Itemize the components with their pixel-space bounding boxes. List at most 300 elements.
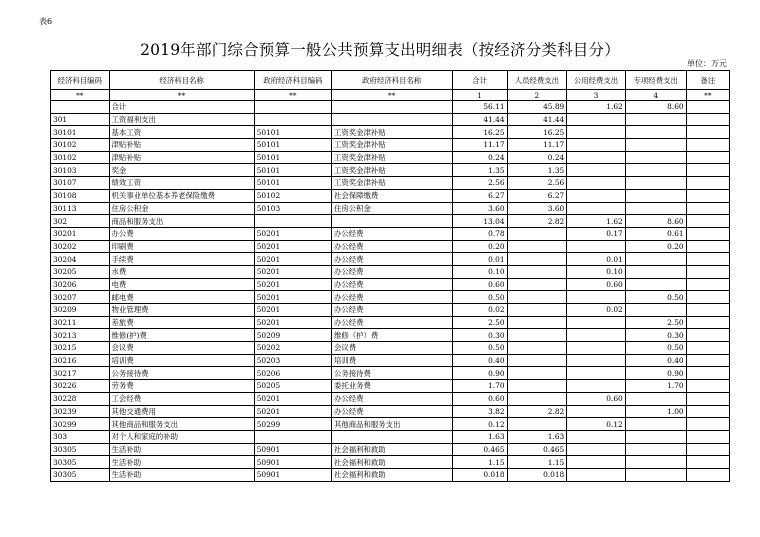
gov-name-cell: 办公经费 xyxy=(331,253,452,266)
gov-code-cell: 50102 xyxy=(254,189,331,202)
table-row xyxy=(51,304,730,317)
gov-name-cell: 办公经费 xyxy=(331,291,452,304)
total-cell: 2.56 xyxy=(452,177,507,190)
header-total: 合计 xyxy=(452,71,507,90)
gov-code-cell: 50201 xyxy=(254,392,331,405)
gov-name-cell: 社会福利和救助 xyxy=(331,443,452,456)
econ-code-cell: 30305 xyxy=(51,468,110,481)
econ-code-cell: 30102 xyxy=(51,139,110,152)
public-cell xyxy=(567,316,626,329)
total-cell: 16.25 xyxy=(452,126,507,139)
marker-cell: 1 xyxy=(452,90,507,101)
note-cell xyxy=(686,430,729,443)
public-cell: 0.60 xyxy=(567,392,626,405)
gov-code-cell: 50299 xyxy=(254,418,331,431)
note-cell xyxy=(686,177,729,190)
econ-name-cell: 商品和服务支出 xyxy=(109,215,254,228)
econ-name-cell: 津贴补贴 xyxy=(109,151,254,164)
gov-code-cell: 50103 xyxy=(254,202,331,215)
note-cell xyxy=(686,278,729,291)
total-cell: 0.78 xyxy=(452,227,507,240)
marker-cell: ** xyxy=(254,90,331,101)
gov-name-cell xyxy=(331,101,452,114)
gov-name-cell: 工资奖金津补贴 xyxy=(331,151,452,164)
gov-name-cell: 委托业务费 xyxy=(331,380,452,393)
gov-code-cell: 50901 xyxy=(254,456,331,469)
special-cell xyxy=(625,468,686,481)
note-cell xyxy=(686,354,729,367)
econ-code-cell: 30206 xyxy=(51,278,110,291)
total-cell: 0.90 xyxy=(452,367,507,380)
table-row xyxy=(51,380,730,393)
econ-code-cell: 302 xyxy=(51,215,110,228)
econ-code-cell: 30207 xyxy=(51,291,110,304)
total-cell: 0.02 xyxy=(452,304,507,317)
table-row xyxy=(51,177,730,190)
table-row xyxy=(51,367,730,380)
total-cell: 0.10 xyxy=(452,265,507,278)
personnel-cell xyxy=(507,240,567,253)
special-cell xyxy=(625,151,686,164)
note-cell xyxy=(686,392,729,405)
econ-code-cell: 30239 xyxy=(51,405,110,418)
special-cell xyxy=(625,456,686,469)
gov-name-cell: 住房公积金 xyxy=(331,202,452,215)
public-cell xyxy=(567,164,626,177)
gov-name-cell: 工资奖金津补贴 xyxy=(331,139,452,152)
econ-name-cell: 电费 xyxy=(109,278,254,291)
public-cell xyxy=(567,468,626,481)
econ-name-cell: 绩效工资 xyxy=(109,177,254,190)
special-cell xyxy=(625,139,686,152)
personnel-cell: 2.82 xyxy=(507,215,567,228)
total-cell: 56.11 xyxy=(452,101,507,114)
public-cell xyxy=(567,430,626,443)
special-cell xyxy=(625,430,686,443)
public-cell: 1.62 xyxy=(567,215,626,228)
note-cell xyxy=(686,456,729,469)
gov-name-cell: 办公经费 xyxy=(331,405,452,418)
special-cell xyxy=(625,189,686,202)
econ-name-cell: 奖金 xyxy=(109,164,254,177)
total-cell: 11.17 xyxy=(452,139,507,152)
econ-name-cell: 合计 xyxy=(109,101,254,114)
table-row xyxy=(51,443,730,456)
personnel-cell xyxy=(507,329,567,342)
personnel-cell: 41.44 xyxy=(507,113,567,126)
personnel-cell xyxy=(507,227,567,240)
gov-name-cell: 办公经费 xyxy=(331,240,452,253)
table-row xyxy=(51,392,730,405)
public-cell: 1.62 xyxy=(567,101,626,114)
econ-name-cell: 基本工资 xyxy=(109,126,254,139)
gov-name-cell: 办公经费 xyxy=(331,227,452,240)
total-cell: 0.60 xyxy=(452,278,507,291)
gov-code-cell: 50201 xyxy=(254,316,331,329)
gov-code-cell: 50101 xyxy=(254,151,331,164)
econ-name-cell: 会议费 xyxy=(109,342,254,355)
header-note: 备注 xyxy=(686,71,729,90)
page-title: 2019年部门综合预算一般公共预算支出明细表（按经济分类科目分） xyxy=(140,41,620,59)
gov-name-cell xyxy=(331,113,452,126)
econ-name-cell: 工资福利支出 xyxy=(109,113,254,126)
personnel-cell xyxy=(507,342,567,355)
note-cell xyxy=(686,202,729,215)
econ-code-cell: 30216 xyxy=(51,354,110,367)
table-row xyxy=(51,278,730,291)
marker-cell: ** xyxy=(109,90,254,101)
econ-code-cell: 30113 xyxy=(51,202,110,215)
personnel-cell xyxy=(507,265,567,278)
gov-name-cell: 办公经费 xyxy=(331,304,452,317)
econ-code-cell: 30103 xyxy=(51,164,110,177)
note-cell xyxy=(686,304,729,317)
gov-name-cell: 办公经费 xyxy=(331,392,452,405)
special-cell: 0.20 xyxy=(625,240,686,253)
gov-name-cell: 社会福利和救助 xyxy=(331,456,452,469)
table-row xyxy=(51,126,730,139)
econ-code-cell: 30102 xyxy=(51,151,110,164)
public-cell xyxy=(567,456,626,469)
table-body xyxy=(51,90,730,482)
econ-code-cell: 30108 xyxy=(51,189,110,202)
personnel-cell xyxy=(507,367,567,380)
gov-code-cell: 50201 xyxy=(254,227,331,240)
gov-code-cell xyxy=(254,215,331,228)
special-cell: 2.50 xyxy=(625,316,686,329)
econ-name-cell: 其他交通费用 xyxy=(109,405,254,418)
total-cell: 0.01 xyxy=(452,253,507,266)
public-cell: 0.02 xyxy=(567,304,626,317)
gov-name-cell: 办公经费 xyxy=(331,278,452,291)
econ-name-cell: 机关事业单位基本养老保险缴费 xyxy=(109,189,254,202)
econ-code-cell: 30305 xyxy=(51,443,110,456)
public-cell: 0.17 xyxy=(567,227,626,240)
personnel-cell xyxy=(507,418,567,431)
table-row xyxy=(51,227,730,240)
note-cell xyxy=(686,126,729,139)
total-cell: 3.60 xyxy=(452,202,507,215)
econ-name-cell: 生活补助 xyxy=(109,443,254,456)
total-cell: 41.44 xyxy=(452,113,507,126)
public-cell xyxy=(567,367,626,380)
gov-code-cell: 50901 xyxy=(254,443,331,456)
public-cell xyxy=(567,240,626,253)
marker-cell: ** xyxy=(686,90,729,101)
econ-code-cell: 30101 xyxy=(51,126,110,139)
header-gov-name: 政府经济科目名称 xyxy=(331,71,452,90)
personnel-cell xyxy=(507,278,567,291)
total-cell: 3.82 xyxy=(452,405,507,418)
gov-name-cell: 其他商品和服务支出 xyxy=(331,418,452,431)
special-cell xyxy=(625,443,686,456)
personnel-cell: 6.27 xyxy=(507,189,567,202)
total-cell: 1.15 xyxy=(452,456,507,469)
total-cell: 1.63 xyxy=(452,430,507,443)
public-cell xyxy=(567,342,626,355)
personnel-cell: 1.63 xyxy=(507,430,567,443)
total-cell: 0.018 xyxy=(452,468,507,481)
econ-name-cell: 住房公积金 xyxy=(109,202,254,215)
total-cell: 0.20 xyxy=(452,240,507,253)
special-cell xyxy=(625,113,686,126)
personnel-cell xyxy=(507,392,567,405)
gov-code-cell: 50201 xyxy=(254,291,331,304)
marker-cell: ** xyxy=(331,90,452,101)
total-cell: 0.465 xyxy=(452,443,507,456)
personnel-cell: 11.17 xyxy=(507,139,567,152)
gov-name-cell: 维修（护）费 xyxy=(331,329,452,342)
table-row xyxy=(51,265,730,278)
econ-name-cell: 津贴补贴 xyxy=(109,139,254,152)
special-cell xyxy=(625,164,686,177)
gov-name-cell: 公务接待费 xyxy=(331,367,452,380)
econ-name-cell: 办公费 xyxy=(109,227,254,240)
personnel-cell: 3.60 xyxy=(507,202,567,215)
econ-name-cell: 工会经费 xyxy=(109,392,254,405)
econ-name-cell: 生活补助 xyxy=(109,456,254,469)
table-row xyxy=(51,202,730,215)
total-cell: 0.24 xyxy=(452,151,507,164)
public-cell xyxy=(567,151,626,164)
econ-name-cell: 维修(护)费 xyxy=(109,329,254,342)
note-cell xyxy=(686,367,729,380)
econ-code-cell: 30202 xyxy=(51,240,110,253)
special-cell: 0.30 xyxy=(625,329,686,342)
special-cell: 0.61 xyxy=(625,227,686,240)
public-cell xyxy=(567,329,626,342)
gov-name-cell xyxy=(331,215,452,228)
total-cell: 0.12 xyxy=(452,418,507,431)
special-cell: 1.00 xyxy=(625,405,686,418)
econ-code-cell: 30226 xyxy=(51,380,110,393)
header-econ-name: 经济科目名称 xyxy=(109,71,254,90)
table-row xyxy=(51,342,730,355)
table-row xyxy=(51,418,730,431)
econ-code-cell: 301 xyxy=(51,113,110,126)
gov-name-cell: 培训费 xyxy=(331,354,452,367)
gov-code-cell: 50101 xyxy=(254,177,331,190)
special-cell xyxy=(625,177,686,190)
table-row xyxy=(51,113,730,126)
note-cell xyxy=(686,380,729,393)
econ-name-cell: 生活补助 xyxy=(109,468,254,481)
personnel-cell: 0.018 xyxy=(507,468,567,481)
note-cell xyxy=(686,405,729,418)
personnel-cell xyxy=(507,253,567,266)
total-cell: 1.70 xyxy=(452,380,507,393)
gov-code-cell xyxy=(254,113,331,126)
note-cell xyxy=(686,240,729,253)
econ-name-cell: 物业管理费 xyxy=(109,304,254,317)
header-public: 公用经费支出 xyxy=(567,71,626,90)
note-cell xyxy=(686,265,729,278)
econ-code-cell: 30205 xyxy=(51,265,110,278)
gov-code-cell: 50201 xyxy=(254,240,331,253)
econ-code-cell xyxy=(51,101,110,114)
total-cell: 0.50 xyxy=(452,342,507,355)
table-row xyxy=(51,189,730,202)
econ-code-cell: 30213 xyxy=(51,329,110,342)
gov-name-cell: 工资奖金津补贴 xyxy=(331,177,452,190)
econ-code-cell: 30204 xyxy=(51,253,110,266)
gov-name-cell: 会议费 xyxy=(331,342,452,355)
table-row xyxy=(51,430,730,443)
personnel-cell: 2.56 xyxy=(507,177,567,190)
gov-code-cell: 50201 xyxy=(254,304,331,317)
marker-cell: 2 xyxy=(507,90,567,101)
note-cell xyxy=(686,329,729,342)
public-cell xyxy=(567,126,626,139)
gov-code-cell: 50101 xyxy=(254,126,331,139)
note-cell xyxy=(686,253,729,266)
table-header-row xyxy=(51,71,730,90)
special-cell: 1.70 xyxy=(625,380,686,393)
note-cell xyxy=(686,342,729,355)
econ-name-cell: 培训费 xyxy=(109,354,254,367)
gov-code-cell: 50201 xyxy=(254,253,331,266)
total-cell: 2.50 xyxy=(452,316,507,329)
note-cell xyxy=(686,227,729,240)
econ-name-cell: 其他商品和服务支出 xyxy=(109,418,254,431)
special-cell xyxy=(625,126,686,139)
gov-code-cell xyxy=(254,430,331,443)
special-cell xyxy=(625,392,686,405)
econ-name-cell: 劳务费 xyxy=(109,380,254,393)
personnel-cell: 1.35 xyxy=(507,164,567,177)
note-cell xyxy=(686,215,729,228)
econ-code-cell: 30211 xyxy=(51,316,110,329)
note-cell xyxy=(686,291,729,304)
personnel-cell xyxy=(507,316,567,329)
gov-name-cell: 社会福利和救助 xyxy=(331,468,452,481)
table-row xyxy=(51,405,730,418)
econ-code-cell: 30107 xyxy=(51,177,110,190)
public-cell xyxy=(567,113,626,126)
unit-label: 单位：万元 xyxy=(687,59,727,68)
header-special: 专项经费支出 xyxy=(625,71,686,90)
public-cell: 0.10 xyxy=(567,265,626,278)
econ-code-cell: 30299 xyxy=(51,418,110,431)
total-cell: 0.50 xyxy=(452,291,507,304)
table-row xyxy=(51,139,730,152)
special-cell: 0.50 xyxy=(625,342,686,355)
note-cell xyxy=(686,151,729,164)
marker-cell: 3 xyxy=(567,90,626,101)
note-cell xyxy=(686,189,729,202)
econ-code-cell: 30305 xyxy=(51,456,110,469)
special-cell xyxy=(625,418,686,431)
personnel-cell xyxy=(507,380,567,393)
gov-code-cell: 50201 xyxy=(254,265,331,278)
personnel-cell: 16.25 xyxy=(507,126,567,139)
gov-code-cell: 50201 xyxy=(254,278,331,291)
public-cell xyxy=(567,189,626,202)
table-row xyxy=(51,329,730,342)
table-row xyxy=(51,101,730,114)
table-row xyxy=(51,215,730,228)
special-cell xyxy=(625,278,686,291)
table-row xyxy=(51,253,730,266)
public-cell xyxy=(567,380,626,393)
special-cell xyxy=(625,304,686,317)
econ-name-cell: 公务接待费 xyxy=(109,367,254,380)
gov-code-cell: 50201 xyxy=(254,405,331,418)
marker-row xyxy=(51,90,730,101)
personnel-cell xyxy=(507,354,567,367)
note-cell xyxy=(686,316,729,329)
note-cell xyxy=(686,139,729,152)
gov-code-cell: 50101 xyxy=(254,139,331,152)
gov-name-cell: 办公经费 xyxy=(331,316,452,329)
personnel-cell xyxy=(507,304,567,317)
gov-code-cell xyxy=(254,101,331,114)
table-row xyxy=(51,164,730,177)
marker-cell: ** xyxy=(51,90,110,101)
personnel-cell: 1.15 xyxy=(507,456,567,469)
econ-name-cell: 差旅费 xyxy=(109,316,254,329)
gov-name-cell xyxy=(331,430,452,443)
total-cell: 0.40 xyxy=(452,354,507,367)
special-cell: 8.60 xyxy=(625,101,686,114)
gov-code-cell: 50901 xyxy=(254,468,331,481)
gov-code-cell: 50206 xyxy=(254,367,331,380)
table-row xyxy=(51,456,730,469)
header-econ-code: 经济科目编码 xyxy=(51,71,110,90)
gov-code-cell: 50101 xyxy=(254,164,331,177)
note-cell xyxy=(686,468,729,481)
note-cell xyxy=(686,164,729,177)
note-cell xyxy=(686,113,729,126)
econ-code-cell: 30228 xyxy=(51,392,110,405)
special-cell: 0.40 xyxy=(625,354,686,367)
public-cell: 0.12 xyxy=(567,418,626,431)
table-row xyxy=(51,354,730,367)
gov-name-cell: 办公经费 xyxy=(331,265,452,278)
gov-name-cell: 工资奖金津补贴 xyxy=(331,126,452,139)
table-row xyxy=(51,291,730,304)
note-cell xyxy=(686,443,729,456)
public-cell xyxy=(567,291,626,304)
note-cell xyxy=(686,418,729,431)
total-cell: 13.04 xyxy=(452,215,507,228)
table-row xyxy=(51,468,730,481)
econ-code-cell: 30217 xyxy=(51,367,110,380)
total-cell: 0.30 xyxy=(452,329,507,342)
table-row xyxy=(51,151,730,164)
special-cell: 8.60 xyxy=(625,215,686,228)
personnel-cell xyxy=(507,291,567,304)
personnel-cell: 0.24 xyxy=(507,151,567,164)
public-cell xyxy=(567,202,626,215)
total-cell: 1.35 xyxy=(452,164,507,177)
econ-name-cell: 邮电费 xyxy=(109,291,254,304)
econ-code-cell: 30215 xyxy=(51,342,110,355)
econ-name-cell: 印刷费 xyxy=(109,240,254,253)
gov-code-cell: 50205 xyxy=(254,380,331,393)
table-row xyxy=(51,240,730,253)
special-cell xyxy=(625,265,686,278)
gov-name-cell: 工资奖金津补贴 xyxy=(331,164,452,177)
public-cell xyxy=(567,443,626,456)
econ-name-cell: 水费 xyxy=(109,265,254,278)
gov-code-cell: 50203 xyxy=(254,354,331,367)
header-personnel: 人员经费支出 xyxy=(507,71,567,90)
econ-code-cell: 30209 xyxy=(51,304,110,317)
marker-cell: 4 xyxy=(625,90,686,101)
public-cell xyxy=(567,177,626,190)
total-cell: 6.27 xyxy=(452,189,507,202)
